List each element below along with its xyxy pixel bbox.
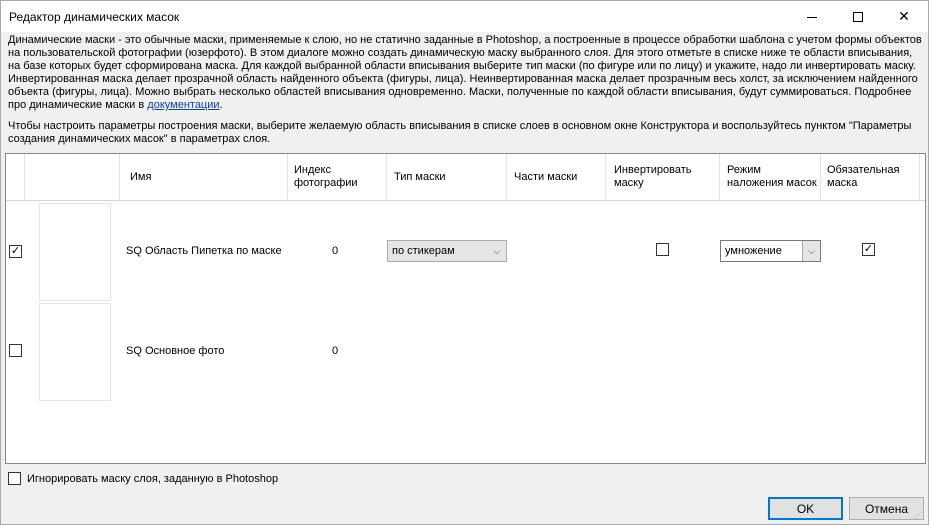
check-icon: ✓ xyxy=(863,243,874,255)
invert-checkbox[interactable] xyxy=(656,243,669,256)
required-checkbox[interactable] xyxy=(862,243,875,256)
row-thumbnail xyxy=(39,303,111,401)
window-title: Редактор динамических масок xyxy=(9,10,180,24)
check-icon: ✓ xyxy=(10,245,21,257)
chevron-down-icon: ⌵ xyxy=(802,241,820,261)
resize-grip-icon[interactable]: ⋰ xyxy=(914,510,923,520)
ignore-layer-mask-option[interactable] xyxy=(8,472,278,485)
close-icon: ✕ xyxy=(898,8,910,24)
row-select-checkbox[interactable] xyxy=(9,245,22,258)
ignore-layer-mask-label: Игнорировать маску слоя, заданную в Photoshop xyxy=(27,472,279,485)
grid-header xyxy=(6,154,926,201)
header-invert[interactable]: Инвертировать маску xyxy=(606,154,720,200)
header-mask-parts[interactable]: Части маски xyxy=(507,154,606,200)
header-mask-type[interactable]: Тип маски xyxy=(387,154,507,200)
header-thumb-column xyxy=(25,154,120,200)
header-check-column xyxy=(6,154,25,200)
mask-areas-grid xyxy=(5,153,926,464)
ignore-layer-mask-checkbox[interactable] xyxy=(8,472,21,485)
description-text xyxy=(8,34,923,112)
close-button[interactable] xyxy=(881,1,927,32)
minimize-icon xyxy=(807,17,817,18)
row-name: SQ Основное фото xyxy=(126,345,225,357)
table-row[interactable] xyxy=(6,201,926,301)
checkbox[interactable] xyxy=(862,243,875,256)
cancel-button[interactable]: Отмена xyxy=(849,497,924,520)
header-name[interactable]: Имя xyxy=(120,154,288,200)
chevron-down-icon: ⌵ xyxy=(493,245,501,256)
row-select-checkbox[interactable] xyxy=(9,344,22,357)
row-thumbnail xyxy=(39,203,111,301)
header-blend-mode[interactable]: Режим наложения масок xyxy=(720,154,821,200)
maximize-icon xyxy=(853,12,863,22)
ok-button[interactable]: OK xyxy=(768,497,843,520)
row-photo-index: 0 xyxy=(332,245,339,257)
blend-mode-value: умножение xyxy=(725,245,782,257)
documentation-link[interactable]: документации xyxy=(147,99,220,111)
header-photo-index[interactable]: Индекс фотографии xyxy=(288,154,387,200)
mask-type-dropdown[interactable] xyxy=(387,240,507,262)
minimize-button[interactable] xyxy=(789,1,835,32)
checkbox[interactable] xyxy=(9,344,22,357)
checkbox[interactable] xyxy=(656,243,669,256)
hint-text: Чтобы настроить параметры построения маски, выберите желаемую область вписывания в списке слоев в основном окне Конструктора и воспользуйтесь пунктом "Параметры создания динамических масок" в параметрах слоя. xyxy=(8,120,912,145)
description-body: Динамические маски - это обычные маски, применяемые к слою, но не статично заданные в Photoshop, а построенные в процессе обработки шаблона с учетом формы объектов на пользовательской фотографии (юзерфото). В этом диалоге можно создать динамическую маску выбранного слоя. Для этого отметьте в списке ниже те области вписывания, на базе которых будет сформирована маска. Для каждой выбранной области вписывания выберите тип маски (по фигуре или по лицу) и укажите, надо ли инвертировать маску. Инвертированная маска делает прозрачной область найденного объекта (фигуры, лица). Неинвертированная маска делает прозрачным весь холст, за исключением найденного объекта (фигуры, лица). Можно выбрать несколько областей вписывания одновременно. Маски, полученные по каждой области вписывания, будут суммироваться. Подробнее про динамические маски в xyxy=(8,34,922,111)
header-required[interactable]: Обязательная маска xyxy=(821,154,920,200)
mask-type-value: по стикерам xyxy=(392,245,455,257)
description-tail: . xyxy=(219,99,223,111)
row-photo-index: 0 xyxy=(332,345,339,357)
blend-mode-dropdown[interactable] xyxy=(720,240,821,262)
title-bar xyxy=(1,1,928,32)
maximize-button[interactable] xyxy=(835,1,881,32)
table-row[interactable] xyxy=(6,301,926,401)
row-name: SQ Область Пипетка по маске xyxy=(126,245,282,257)
checkbox[interactable] xyxy=(9,245,22,258)
